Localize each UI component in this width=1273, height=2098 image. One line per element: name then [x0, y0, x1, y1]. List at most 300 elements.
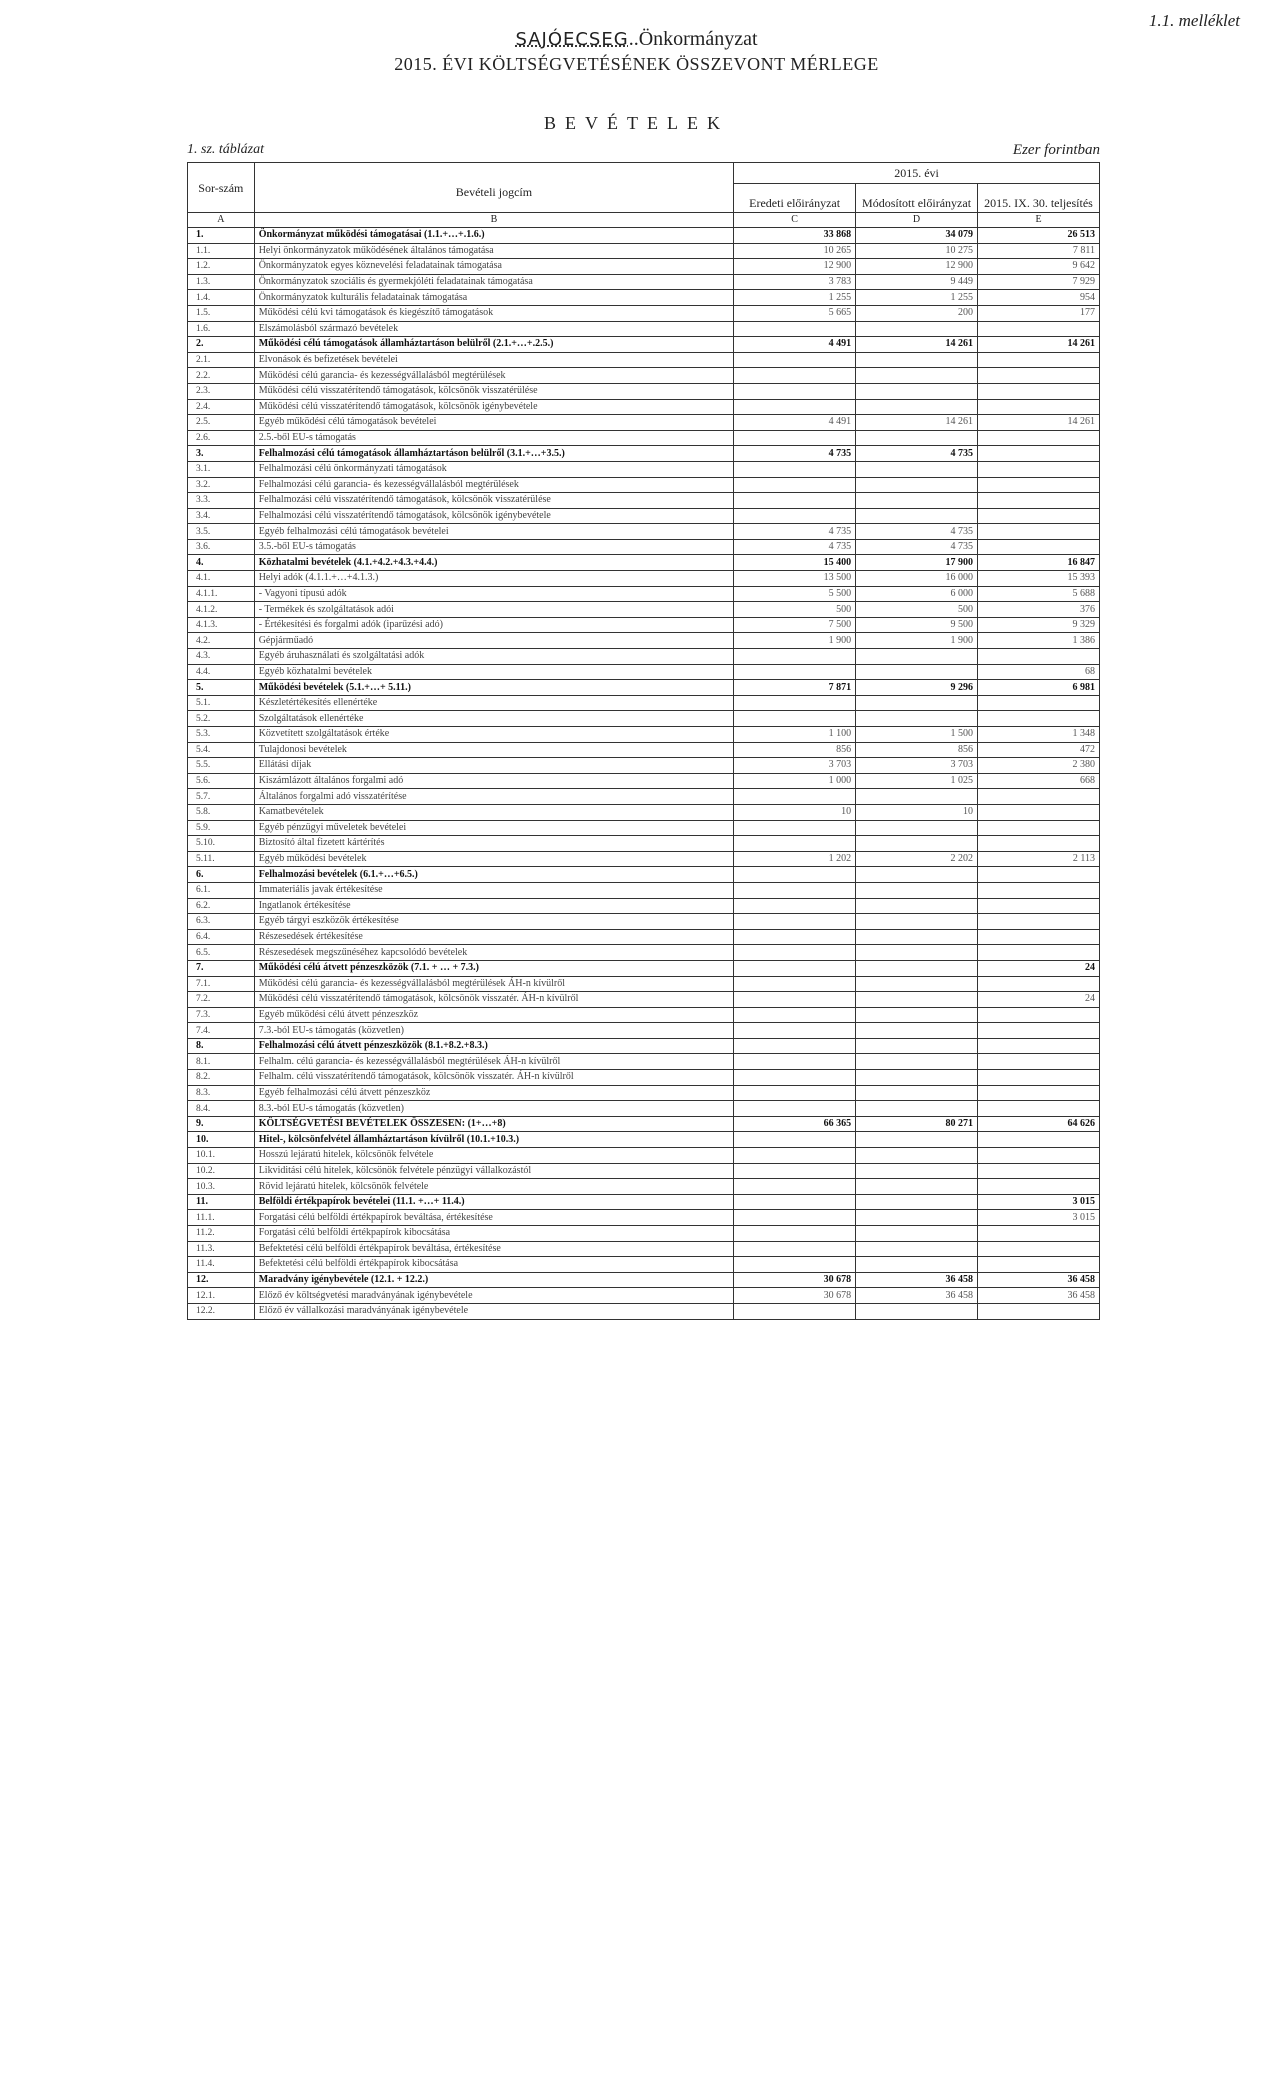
section-title: BEVÉTELEK: [544, 113, 729, 133]
value-eredeti: [734, 508, 856, 524]
row-name: Egyéb működési célú támogatások bevételei: [254, 415, 733, 431]
table-row: [188, 836, 1100, 852]
value-modositott: [856, 1038, 978, 1054]
row-number: 5.3.: [188, 727, 255, 743]
table-row: [188, 493, 1100, 509]
table-row: [188, 430, 1100, 446]
value-teljesites: [978, 882, 1100, 898]
value-teljesites: [978, 352, 1100, 368]
row-number: 1.4.: [188, 290, 255, 306]
row-number: 1.: [188, 228, 255, 244]
table-row: [188, 1038, 1100, 1054]
value-teljesites: 15 393: [978, 571, 1100, 587]
row-name: Biztosító által fizetett kártérítés: [254, 836, 733, 852]
value-eredeti: [734, 1070, 856, 1086]
row-number: 6.4.: [188, 929, 255, 945]
row-number: 6.2.: [188, 898, 255, 914]
table-row: [188, 758, 1100, 774]
value-teljesites: [978, 446, 1100, 462]
row-name: Hosszú lejáratú hitelek, kölcsönök felvétele: [254, 1148, 733, 1164]
col-letter-d: D: [856, 213, 978, 228]
value-eredeti: 4 735: [734, 446, 856, 462]
value-modositott: 4 735: [856, 539, 978, 555]
row-name: Kamatbevételek: [254, 804, 733, 820]
value-eredeti: [734, 695, 856, 711]
row-name: Általános forgalmi adó visszatérítése: [254, 789, 733, 805]
municipality-title: [0, 28, 1273, 51]
table-row: [188, 352, 1100, 368]
value-eredeti: 30 678: [734, 1288, 856, 1304]
row-name: Befektetési célú belföldi értékpapírok beváltása, értékesítése: [254, 1241, 733, 1257]
value-modositott: 9 296: [856, 680, 978, 696]
value-modositott: [856, 1226, 978, 1242]
value-eredeti: 10: [734, 804, 856, 820]
row-name: Kiszámlázott általános forgalmi adó: [254, 773, 733, 789]
value-teljesites: [978, 711, 1100, 727]
value-teljesites: [978, 976, 1100, 992]
table-row: [188, 399, 1100, 415]
value-eredeti: [734, 1257, 856, 1273]
value-teljesites: 14 261: [978, 337, 1100, 353]
row-number: 2.2.: [188, 368, 255, 384]
table-row: [188, 1272, 1100, 1288]
table-row: [188, 789, 1100, 805]
value-teljesites: 26 513: [978, 228, 1100, 244]
value-teljesites: [978, 1163, 1100, 1179]
value-teljesites: [978, 1241, 1100, 1257]
row-number: 1.3.: [188, 274, 255, 290]
value-eredeti: [734, 321, 856, 337]
row-name: Működési célú visszatérítendő támogatások, kölcsönök visszatér. ÁH-n kívülről: [254, 992, 733, 1008]
row-name: Felhalmozási célú visszatérítendő támogatások, kölcsönök visszatérülése: [254, 493, 733, 509]
table-row: [188, 290, 1100, 306]
row-number: 5.6.: [188, 773, 255, 789]
value-eredeti: [734, 711, 856, 727]
row-number: 2.4.: [188, 399, 255, 415]
value-teljesites: [978, 461, 1100, 477]
value-modositott: [856, 1163, 978, 1179]
row-number: 1.5.: [188, 305, 255, 321]
row-name: Működési célú átvett pénzeszközök (7.1. + … + 7.3.): [254, 960, 733, 976]
value-teljesites: [978, 789, 1100, 805]
row-name: Készletértékesítés ellenértéke: [254, 695, 733, 711]
value-eredeti: [734, 1007, 856, 1023]
row-number: 2.6.: [188, 430, 255, 446]
row-number: 11.4.: [188, 1257, 255, 1273]
value-modositott: [856, 430, 978, 446]
value-eredeti: 13 500: [734, 571, 856, 587]
value-eredeti: [734, 1179, 856, 1195]
value-teljesites: [978, 321, 1100, 337]
value-eredeti: [734, 914, 856, 930]
row-number: 10.: [188, 1132, 255, 1148]
value-modositott: [856, 461, 978, 477]
row-name: Felhalmozási célú támogatások államháztartáson belülről (3.1.+…+3.5.): [254, 446, 733, 462]
row-name: Helyi adók (4.1.1.+…+4.1.3.): [254, 571, 733, 587]
value-modositott: 10: [856, 804, 978, 820]
row-name: Felhalmozási célú garancia- és kezességvállalásból megtérülések: [254, 477, 733, 493]
row-number: 11.2.: [188, 1226, 255, 1242]
value-teljesites: 5 688: [978, 586, 1100, 602]
row-name: - Termékek és szolgáltatások adói: [254, 602, 733, 618]
value-modositott: [856, 992, 978, 1008]
value-modositott: [856, 1023, 978, 1039]
value-eredeti: 1 255: [734, 290, 856, 306]
value-teljesites: 954: [978, 290, 1100, 306]
value-modositott: [856, 1194, 978, 1210]
row-number: 6.1.: [188, 882, 255, 898]
value-teljesites: [978, 945, 1100, 961]
header-sorszam: Sor-szám: [188, 163, 255, 213]
row-name: Működési bevételek (5.1.+…+ 5.11.): [254, 680, 733, 696]
value-eredeti: [734, 976, 856, 992]
value-eredeti: 1 202: [734, 851, 856, 867]
value-modositott: 2 202: [856, 851, 978, 867]
value-modositott: 1 500: [856, 727, 978, 743]
value-eredeti: [734, 882, 856, 898]
value-teljesites: 6 981: [978, 680, 1100, 696]
row-number: 6.3.: [188, 914, 255, 930]
row-name: - Értékesítési és forgalmi adók (iparűzési adó): [254, 617, 733, 633]
value-teljesites: 68: [978, 664, 1100, 680]
value-modositott: [856, 1257, 978, 1273]
value-modositott: [856, 867, 978, 883]
row-number: 11.3.: [188, 1241, 255, 1257]
row-number: 12.: [188, 1272, 255, 1288]
revenue-table: [187, 162, 1100, 1320]
row-name: Egyéb tárgyi eszközök értékesítése: [254, 914, 733, 930]
row-number: 2.: [188, 337, 255, 353]
value-eredeti: 7 500: [734, 617, 856, 633]
value-modositott: [856, 1007, 978, 1023]
value-modositott: [856, 820, 978, 836]
value-modositott: [856, 945, 978, 961]
unit-label: Ezer forintban: [1012, 142, 1100, 158]
value-eredeti: [734, 867, 856, 883]
row-number: 5.10.: [188, 836, 255, 852]
table-row: [188, 274, 1100, 290]
row-name: 7.3.-ból EU-s támogatás (közvetlen): [254, 1023, 733, 1039]
value-eredeti: 4 735: [734, 539, 856, 555]
row-name: Maradvány igénybevétele (12.1. + 12.2.): [254, 1272, 733, 1288]
value-modositott: [856, 960, 978, 976]
value-teljesites: 3 015: [978, 1194, 1100, 1210]
value-modositott: [856, 711, 978, 727]
table-row: [188, 867, 1100, 883]
value-teljesites: [978, 1007, 1100, 1023]
value-modositott: 500: [856, 602, 978, 618]
table-row: [188, 742, 1100, 758]
row-name: KÖLTSÉGVETÉSI BEVÉTELEK ÖSSZESEN: (1+…+8): [254, 1116, 733, 1132]
row-number: 4.: [188, 555, 255, 571]
row-number: 1.1.: [188, 243, 255, 259]
table-row: [188, 727, 1100, 743]
row-number: 10.1.: [188, 1148, 255, 1164]
row-number: 4.1.1.: [188, 586, 255, 602]
table-row: [188, 1288, 1100, 1304]
row-number: 10.3.: [188, 1179, 255, 1195]
value-teljesites: 2 113: [978, 851, 1100, 867]
table-row: [188, 524, 1100, 540]
row-name: Egyéb működési bevételek: [254, 851, 733, 867]
table-row: [188, 695, 1100, 711]
table-row: [188, 446, 1100, 462]
row-name: Tulajdonosi bevételek: [254, 742, 733, 758]
header-year: 2015. évi: [734, 163, 1100, 184]
value-modositott: [856, 649, 978, 665]
value-eredeti: 500: [734, 602, 856, 618]
value-eredeti: [734, 368, 856, 384]
value-modositott: 16 000: [856, 571, 978, 587]
table-row: [188, 508, 1100, 524]
row-name: Részesedések értékesítése: [254, 929, 733, 945]
table-row: [188, 804, 1100, 820]
value-eredeti: 1 900: [734, 633, 856, 649]
table-row: [188, 820, 1100, 836]
value-modositott: [856, 1148, 978, 1164]
row-number: 7.4.: [188, 1023, 255, 1039]
row-name: Előző év vállalkozási maradványának igénybevétele: [254, 1303, 733, 1319]
value-teljesites: 1 386: [978, 633, 1100, 649]
value-modositott: [856, 929, 978, 945]
row-number: 5.7.: [188, 789, 255, 805]
row-number: 5.11.: [188, 851, 255, 867]
value-teljesites: [978, 695, 1100, 711]
row-number: 8.4.: [188, 1101, 255, 1117]
table-row: [188, 1257, 1100, 1273]
row-number: 4.2.: [188, 633, 255, 649]
value-eredeti: 15 400: [734, 555, 856, 571]
table-row: [188, 773, 1100, 789]
row-name: Egyéb áruhasználati és szolgáltatási adók: [254, 649, 733, 665]
table-row: [188, 898, 1100, 914]
row-name: - Vagyoni típusú adók: [254, 586, 733, 602]
value-teljesites: [978, 539, 1100, 555]
table-row: [188, 649, 1100, 665]
value-eredeti: [734, 836, 856, 852]
value-teljesites: [978, 1038, 1100, 1054]
table-row: [188, 992, 1100, 1008]
col-letter-b: B: [254, 213, 733, 228]
table-row: [188, 1116, 1100, 1132]
row-number: 7.1.: [188, 976, 255, 992]
value-teljesites: [978, 649, 1100, 665]
table-row: [188, 305, 1100, 321]
row-number: 3.2.: [188, 477, 255, 493]
row-name: Befektetési célú belföldi értékpapírok kibocsátása: [254, 1257, 733, 1273]
value-eredeti: [734, 1132, 856, 1148]
value-modositott: 3 703: [856, 758, 978, 774]
row-name: Szolgáltatások ellenértéke: [254, 711, 733, 727]
value-teljesites: 16 847: [978, 555, 1100, 571]
row-number: 5.9.: [188, 820, 255, 836]
value-modositott: [856, 368, 978, 384]
header-teljesites: 2015. IX. 30. teljesítés: [978, 184, 1100, 213]
table-row: [188, 571, 1100, 587]
value-teljesites: [978, 1101, 1100, 1117]
value-eredeti: 33 868: [734, 228, 856, 244]
value-eredeti: [734, 898, 856, 914]
row-number: 11.1.: [188, 1210, 255, 1226]
row-number: 4.1.2.: [188, 602, 255, 618]
row-name: Elvonások és befizetések bevételei: [254, 352, 733, 368]
value-eredeti: [734, 1210, 856, 1226]
row-number: 12.1.: [188, 1288, 255, 1304]
table-row: [188, 1163, 1100, 1179]
header-eredeti: Eredeti előirányzat: [734, 184, 856, 213]
row-number: 5.5.: [188, 758, 255, 774]
value-eredeti: [734, 1085, 856, 1101]
municipality-handwritten-name: SAJÓECSEG: [515, 29, 629, 50]
value-teljesites: [978, 898, 1100, 914]
value-modositott: 200: [856, 305, 978, 321]
row-name: Működési célú támogatások államháztartáson belülről (2.1.+…+.2.5.): [254, 337, 733, 353]
table-row: [188, 882, 1100, 898]
value-eredeti: 66 365: [734, 1116, 856, 1132]
row-name: Ingatlanok értékesítése: [254, 898, 733, 914]
row-number: 8.1.: [188, 1054, 255, 1070]
table-row: [188, 1210, 1100, 1226]
value-teljesites: 668: [978, 773, 1100, 789]
row-name: Belföldi értékpapírok bevételei (11.1. +…+ 11.4.): [254, 1194, 733, 1210]
row-number: 10.2.: [188, 1163, 255, 1179]
row-number: 4.4.: [188, 664, 255, 680]
row-number: 3.5.: [188, 524, 255, 540]
value-modositott: 14 261: [856, 337, 978, 353]
value-eredeti: [734, 1101, 856, 1117]
row-name: Likviditási célú hitelek, kölcsönök felvétele pénzügyi vállalkozástól: [254, 1163, 733, 1179]
row-name: Előző év költségvetési maradványának igénybevétele: [254, 1288, 733, 1304]
value-eredeti: [734, 430, 856, 446]
table-row: [188, 960, 1100, 976]
row-number: 3.6.: [188, 539, 255, 555]
value-modositott: 9 449: [856, 274, 978, 290]
value-teljesites: [978, 929, 1100, 945]
value-teljesites: [978, 1226, 1100, 1242]
value-eredeti: [734, 399, 856, 415]
value-eredeti: 7 871: [734, 680, 856, 696]
value-modositott: [856, 477, 978, 493]
value-eredeti: [734, 992, 856, 1008]
value-modositott: [856, 1179, 978, 1195]
value-teljesites: [978, 1257, 1100, 1273]
table-row: [188, 1070, 1100, 1086]
row-name: Forgatási célú belföldi értékpapírok kibocsátása: [254, 1226, 733, 1242]
value-modositott: [856, 1303, 978, 1319]
value-teljesites: 7 929: [978, 274, 1100, 290]
value-teljesites: [978, 867, 1100, 883]
row-number: 9.: [188, 1116, 255, 1132]
value-modositott: [856, 1241, 978, 1257]
row-name: Egyéb felhalmozási célú támogatások bevételei: [254, 524, 733, 540]
row-name: Forgatási célú belföldi értékpapírok beváltása, értékesítése: [254, 1210, 733, 1226]
value-eredeti: [734, 820, 856, 836]
value-modositott: [856, 882, 978, 898]
value-eredeti: 856: [734, 742, 856, 758]
value-teljesites: [978, 493, 1100, 509]
value-eredeti: 5 665: [734, 305, 856, 321]
row-number: 5.: [188, 680, 255, 696]
value-teljesites: [978, 820, 1100, 836]
row-number: 5.8.: [188, 804, 255, 820]
value-modositott: 4 735: [856, 446, 978, 462]
value-teljesites: 36 458: [978, 1272, 1100, 1288]
value-eredeti: [734, 352, 856, 368]
table-row: [188, 1148, 1100, 1164]
value-teljesites: 3 015: [978, 1210, 1100, 1226]
row-name: Hitel-, kölcsönfelvétel államháztartáson kívülről (10.1.+10.3.): [254, 1132, 733, 1148]
value-modositott: 1 255: [856, 290, 978, 306]
row-name: Ellátási díjak: [254, 758, 733, 774]
row-number: 5.2.: [188, 711, 255, 727]
header-jogcim: Bevételi jogcím: [254, 163, 733, 213]
table-row: [188, 586, 1100, 602]
value-teljesites: [978, 1085, 1100, 1101]
value-teljesites: [978, 1303, 1100, 1319]
value-modositott: 6 000: [856, 586, 978, 602]
value-eredeti: [734, 945, 856, 961]
value-teljesites: 177: [978, 305, 1100, 321]
table-row: [188, 477, 1100, 493]
value-eredeti: [734, 1226, 856, 1242]
value-teljesites: 2 380: [978, 758, 1100, 774]
table-row: [188, 555, 1100, 571]
value-teljesites: [978, 368, 1100, 384]
row-number: 8.2.: [188, 1070, 255, 1086]
row-number: 5.4.: [188, 742, 255, 758]
value-eredeti: [734, 1303, 856, 1319]
value-teljesites: [978, 1132, 1100, 1148]
row-name: Felhalmozási célú visszatérítendő támogatások, kölcsönök igénybevétele: [254, 508, 733, 524]
value-modositott: [856, 695, 978, 711]
value-modositott: [856, 914, 978, 930]
value-teljesites: 9 329: [978, 617, 1100, 633]
row-name: Önkormányzatok kulturális feladatainak támogatása: [254, 290, 733, 306]
row-name: Gépjárműadó: [254, 633, 733, 649]
value-modositott: [856, 1070, 978, 1086]
value-eredeti: 12 900: [734, 259, 856, 275]
table-body: [188, 228, 1100, 1320]
value-eredeti: [734, 493, 856, 509]
value-modositott: [856, 352, 978, 368]
table-row: [188, 914, 1100, 930]
table-row: [188, 1132, 1100, 1148]
row-name: Egyéb közhatalmi bevételek: [254, 664, 733, 680]
table-row: [188, 1241, 1100, 1257]
row-number: 2.5.: [188, 415, 255, 431]
value-eredeti: [734, 1241, 856, 1257]
value-eredeti: 4 491: [734, 337, 856, 353]
table-row: [188, 664, 1100, 680]
value-modositott: [856, 383, 978, 399]
row-number: 3.4.: [188, 508, 255, 524]
row-number: 1.2.: [188, 259, 255, 275]
value-eredeti: [734, 477, 856, 493]
value-eredeti: [734, 383, 856, 399]
value-teljesites: [978, 1179, 1100, 1195]
value-modositott: 4 735: [856, 524, 978, 540]
value-eredeti: 30 678: [734, 1272, 856, 1288]
row-name: Egyéb működési célú átvett pénzeszköz: [254, 1007, 733, 1023]
value-teljesites: [978, 914, 1100, 930]
value-modositott: [856, 664, 978, 680]
table-row: [188, 1226, 1100, 1242]
row-number: 6.: [188, 867, 255, 883]
table-row: [188, 929, 1100, 945]
value-teljesites: [978, 1023, 1100, 1039]
row-name: Működési célú garancia- és kezességvállalásból megtérülések: [254, 368, 733, 384]
row-number: 2.3.: [188, 383, 255, 399]
